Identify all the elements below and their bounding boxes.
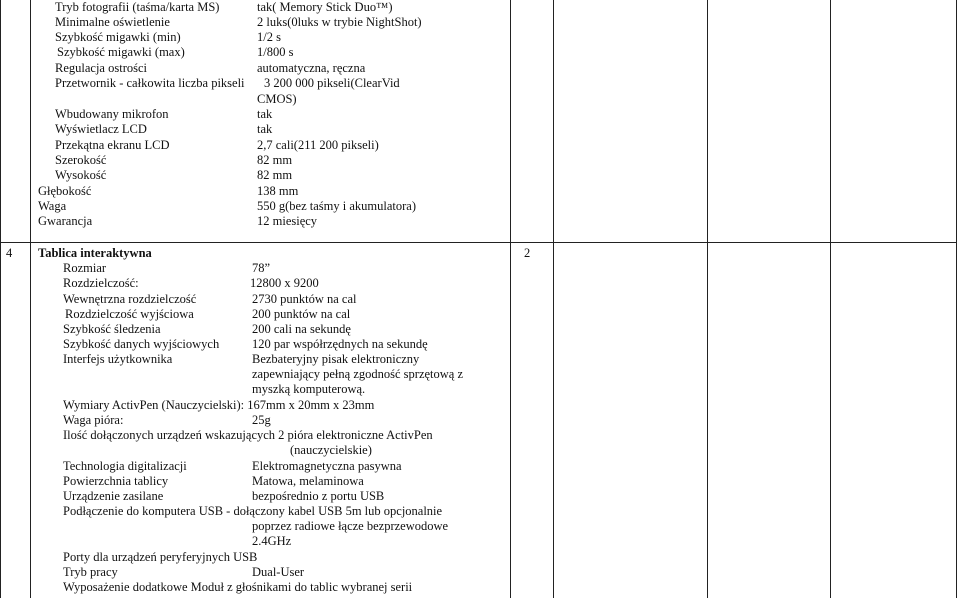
spec-value: bezpośrednio z portu USB bbox=[252, 489, 385, 503]
spec-label: Wysokość bbox=[55, 168, 107, 182]
spec-value: 550 g(bez taśmy i akumulatora) bbox=[257, 199, 416, 213]
spec-value: tak bbox=[257, 107, 273, 121]
column-divider-1 bbox=[30, 0, 31, 598]
spec-value: 2 luks(0luks w trybie NightShot) bbox=[257, 15, 422, 29]
spec-value: 82 mm bbox=[257, 168, 293, 182]
spec-value: 78” bbox=[252, 261, 271, 275]
spec-label: Interfejs użytkownika bbox=[63, 352, 173, 366]
spec-label: Powierzchnia tablicy bbox=[63, 474, 169, 488]
spec-label: Szybkość migawki (max) bbox=[57, 45, 185, 59]
spec-value: 82 mm bbox=[257, 153, 293, 167]
spec-label: Podłączenie do komputera USB - dołączony kabel USB 5m lub opcjonalnie bbox=[63, 504, 443, 518]
spec-label: Wymiary ActivPen (Nauczycielski): 167mm x 20mm x 23mm bbox=[63, 398, 375, 412]
spec-label: Szybkość migawki (min) bbox=[55, 30, 181, 44]
row-divider bbox=[0, 242, 957, 243]
item-title: Tablica interaktywna bbox=[38, 246, 152, 260]
spec-value: poprzez radiowe łącze bezprzewodowe bbox=[252, 519, 449, 533]
spec-label: Wyświetlacz LCD bbox=[55, 122, 147, 136]
spec-value: CMOS) bbox=[257, 92, 297, 106]
spec-label: Przetwornik - całkowita liczba pikseli bbox=[55, 76, 245, 90]
spec-value: 12 miesięcy bbox=[257, 214, 318, 228]
item-quantity: 2 bbox=[524, 246, 531, 260]
spec-value: 138 mm bbox=[257, 184, 299, 198]
spec-label: Rozdzielczość: bbox=[63, 276, 139, 290]
spec-label: Szerokość bbox=[55, 153, 107, 167]
spec-value: 2.4GHz bbox=[252, 534, 292, 548]
spec-value: zapewniający pełną zgodność sprzętową z bbox=[252, 367, 464, 381]
spec-value: 12800 x 9200 bbox=[250, 276, 319, 290]
item-number: 4 bbox=[6, 246, 13, 260]
spec-value: 2,7 cali(211 200 pikseli) bbox=[257, 138, 379, 152]
spec-value: 1/2 s bbox=[257, 30, 281, 44]
spec-label: Tryb fotografii (taśma/karta MS) bbox=[55, 0, 220, 14]
spec-label: Szybkość danych wyjściowych bbox=[63, 337, 220, 351]
spec-value: Bezbateryjny pisak elektroniczny bbox=[252, 352, 420, 366]
table-border-left bbox=[0, 0, 1, 598]
spec-value: 200 punktów na cal bbox=[252, 307, 351, 321]
column-divider-2 bbox=[510, 0, 511, 598]
spec-label: Rozdzielczość wyjściowa bbox=[65, 307, 194, 321]
column-divider-5 bbox=[830, 0, 831, 598]
spec-label: Tryb pracy bbox=[63, 565, 118, 579]
spec-label: Ilość dołączonych urządzeń wskazujących 2 pióra elektroniczne ActivPen bbox=[63, 428, 433, 442]
spec-label: Technologia digitalizacji bbox=[63, 459, 187, 473]
column-divider-4 bbox=[707, 0, 708, 598]
spec-label: Rozmiar bbox=[63, 261, 107, 275]
spec-label: Waga bbox=[38, 199, 67, 213]
spec-value: 200 cali na sekundę bbox=[252, 322, 351, 336]
spec-label: Wewnętrzna rozdzielczość bbox=[63, 292, 197, 306]
spec-value: Dual-User bbox=[252, 565, 305, 579]
spec-value: Matowa, melaminowa bbox=[252, 474, 364, 488]
spec-value: 3 200 000 pikseli(ClearVid bbox=[264, 76, 400, 90]
spec-label: Waga pióra: bbox=[63, 413, 124, 427]
spec-value: (nauczycielskie) bbox=[290, 443, 372, 457]
spec-value: Elektromagnetyczna pasywna bbox=[252, 459, 402, 473]
spec-value: 25g bbox=[252, 413, 271, 427]
spec-value: 2730 punktów na cal bbox=[252, 292, 357, 306]
spec-label: Minimalne oświetlenie bbox=[55, 15, 170, 29]
spec-value: myszką komputerową. bbox=[252, 382, 366, 396]
column-divider-3 bbox=[553, 0, 554, 598]
spec-value: automatyczna, ręczna bbox=[257, 61, 366, 75]
spec-value: 120 par współrzędnych na sekundę bbox=[252, 337, 428, 351]
spec-value: 1/800 s bbox=[257, 45, 294, 59]
spec-value: tak bbox=[257, 122, 273, 136]
spec-label: Wbudowany mikrofon bbox=[55, 107, 169, 121]
spec-label: Regulacja ostrości bbox=[55, 61, 147, 75]
spec-label: Wyposażenie dodatkowe Moduł z głośnikami do tablic wybranej serii bbox=[63, 580, 413, 594]
spec-label: Głębokość bbox=[38, 184, 92, 198]
table-border-right bbox=[956, 0, 957, 598]
spec-label: Porty dla urządzeń peryferyjnych USB bbox=[63, 550, 258, 564]
spec-label: Gwarancja bbox=[38, 214, 93, 228]
spec-label: Szybkość śledzenia bbox=[63, 322, 161, 336]
spec-label: Przekątna ekranu LCD bbox=[55, 138, 170, 152]
spec-value: tak( Memory Stick Duo™) bbox=[257, 0, 393, 14]
spec-label: Urządzenie zasilane bbox=[63, 489, 164, 503]
